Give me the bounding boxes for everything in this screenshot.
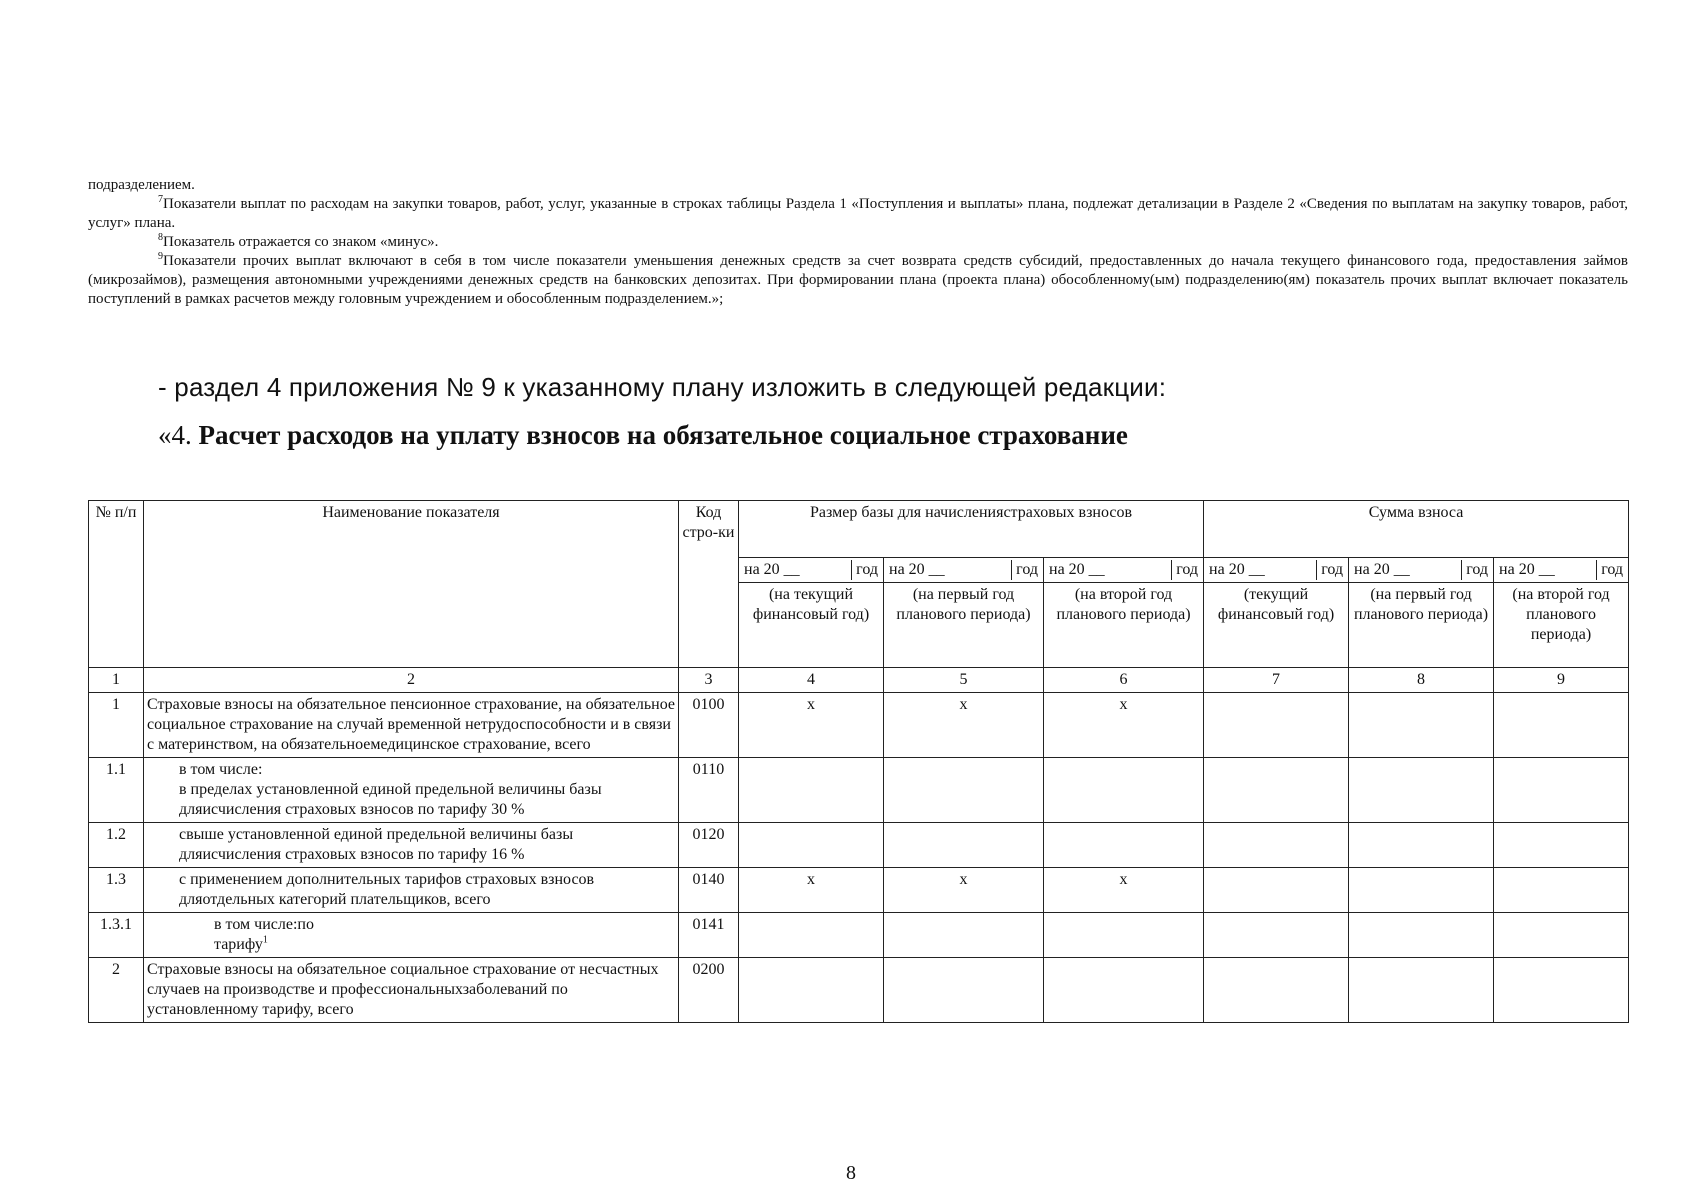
year-suffix: год — [1461, 560, 1488, 580]
footnote-mark: 8 — [158, 232, 163, 243]
value-cell — [1494, 868, 1629, 913]
footnote-text: Показатели выплат по расходам на закупки товаров, работ, услуг, указанные в строках таблицы Раздела 1 «Поступления и выплаты» плана, подлежат детализации в Разделе 2 «Сведения по выплатам на закупку товаров, работ, услуг» плана. — [88, 196, 1628, 231]
footnote-mark: 9 — [158, 251, 163, 262]
column-number: 3 — [679, 668, 739, 693]
value-cell — [1349, 913, 1494, 958]
value-cell — [1494, 823, 1629, 868]
table-row — [89, 758, 1629, 823]
header-code: Код стро-ки — [679, 501, 739, 668]
column-number: 1 — [89, 668, 144, 693]
footnote-7 — [88, 195, 1628, 233]
value-cell — [1494, 913, 1629, 958]
row-code: 0110 — [679, 758, 739, 823]
column-number: 5 — [884, 668, 1044, 693]
row-num: 1 — [89, 693, 144, 758]
value-cell — [1494, 758, 1629, 823]
year-cell — [1494, 558, 1629, 583]
page-number: 8 — [846, 1162, 856, 1184]
footnote-mark: 7 — [158, 194, 163, 205]
table-row — [89, 693, 1629, 758]
table-row — [89, 913, 1629, 958]
value-cell — [1204, 868, 1349, 913]
column-number: 9 — [1494, 668, 1629, 693]
period-label: (на второй год планового периода) — [1044, 583, 1204, 668]
row-code: 0200 — [679, 958, 739, 1023]
amendment-instruction: - раздел 4 приложения № 9 к указанному плану изложить в следующей редакции: — [158, 372, 1167, 402]
value-cell — [1349, 823, 1494, 868]
footnote-mark: 1 — [262, 934, 268, 946]
year-suffix: год — [1316, 560, 1343, 580]
value-cell: x — [884, 868, 1044, 913]
value-cell — [1204, 958, 1349, 1023]
row-num: 2 — [89, 958, 144, 1023]
row-name-line: в том числе:по — [214, 916, 314, 933]
table-row — [89, 823, 1629, 868]
year-prefix: на 20 __ — [744, 561, 800, 578]
row-num: 1.3.1 — [89, 913, 144, 958]
year-prefix: на 20 __ — [889, 561, 945, 578]
value-cell — [1204, 693, 1349, 758]
value-cell — [1204, 823, 1349, 868]
year-cell — [1349, 558, 1494, 583]
value-cell — [1494, 958, 1629, 1023]
value-cell — [1044, 823, 1204, 868]
header-row-1 — [89, 501, 1629, 558]
row-name-text: тарифу — [214, 936, 263, 953]
year-suffix: год — [851, 560, 878, 580]
column-number: 2 — [144, 668, 679, 693]
value-cell — [884, 958, 1044, 1023]
footnote-9 — [88, 252, 1628, 309]
row-name: Страховые взносы на обязательное социальное страхование от несчастных случаев на производстве и профессиональныхзаболеваний по установленному тарифу, всего — [144, 958, 679, 1023]
year-suffix: год — [1011, 560, 1038, 580]
year-prefix: на 20 __ — [1499, 561, 1555, 578]
row-name: с применением дополнительных тарифов страховых взносов дляотдельных категорий плательщиков, всего — [144, 868, 679, 913]
year-suffix: год — [1596, 560, 1623, 580]
contributions-table — [88, 500, 1629, 1023]
row-num: 1.3 — [89, 868, 144, 913]
table-row — [89, 958, 1629, 1023]
value-cell — [739, 913, 884, 958]
row-name — [144, 758, 679, 823]
year-prefix: на 20 __ — [1209, 561, 1265, 578]
period-label: (на текущий финансовый год) — [739, 583, 884, 668]
section-title-text: Расчет расходов на уплату взносов на обязательное социальное страхование — [198, 420, 1128, 450]
section-title — [158, 420, 1128, 451]
value-cell — [1044, 913, 1204, 958]
row-code: 0141 — [679, 913, 739, 958]
value-cell — [1204, 913, 1349, 958]
row-num: 1.2 — [89, 823, 144, 868]
value-cell: x — [739, 868, 884, 913]
row-num: 1.1 — [89, 758, 144, 823]
table-row — [89, 868, 1629, 913]
period-label: (на первый год планового периода) — [884, 583, 1044, 668]
value-cell — [1044, 758, 1204, 823]
period-label: (текущий финансовый год) — [1204, 583, 1349, 668]
value-cell — [1349, 693, 1494, 758]
column-number: 8 — [1349, 668, 1494, 693]
value-cell — [1349, 958, 1494, 1023]
footnote-8 — [88, 233, 1628, 252]
column-number: 4 — [739, 668, 884, 693]
period-label: (на первый год планового периода) — [1349, 583, 1494, 668]
year-cell — [884, 558, 1044, 583]
value-cell — [1349, 868, 1494, 913]
year-prefix: на 20 __ — [1354, 561, 1410, 578]
column-numbers-row — [89, 668, 1629, 693]
footnotes — [88, 176, 1628, 309]
section-number: «4. — [158, 420, 192, 450]
value-cell: x — [1044, 693, 1204, 758]
column-number: 6 — [1044, 668, 1204, 693]
value-cell — [884, 913, 1044, 958]
header-num: № п/п — [89, 501, 144, 668]
year-cell — [1204, 558, 1349, 583]
value-cell — [1044, 958, 1204, 1023]
value-cell: x — [884, 693, 1044, 758]
year-prefix: на 20 __ — [1049, 561, 1105, 578]
row-name — [144, 913, 679, 958]
value-cell — [1349, 758, 1494, 823]
header-base-group: Размер базы для начислениястраховых взносов — [739, 501, 1204, 558]
year-cell — [739, 558, 884, 583]
value-cell — [884, 823, 1044, 868]
row-name: Страховые взносы на обязательное пенсионное страхование, на обязательное социальное страхование на случай временной нетрудоспособности и в связи с материнством, на обязательноемедицинское страхование, всего — [144, 693, 679, 758]
value-cell — [884, 758, 1044, 823]
value-cell — [1204, 758, 1349, 823]
footnote-continuation: подразделением. — [88, 177, 195, 193]
row-name: свыше установленной единой предельной величины базы дляисчисления страховых взносов по тарифу 16 % — [144, 823, 679, 868]
period-label: (на второй год планового периода) — [1494, 583, 1629, 668]
header-name: Наименование показателя — [144, 501, 679, 668]
row-code: 0140 — [679, 868, 739, 913]
row-name-line — [214, 935, 675, 955]
value-cell — [739, 758, 884, 823]
value-cell — [739, 958, 884, 1023]
value-cell — [1494, 693, 1629, 758]
year-cell — [1044, 558, 1204, 583]
value-cell: x — [1044, 868, 1204, 913]
value-cell: x — [739, 693, 884, 758]
year-suffix: год — [1171, 560, 1198, 580]
header-sum-group: Сумма взноса — [1204, 501, 1629, 558]
value-cell — [739, 823, 884, 868]
row-code: 0120 — [679, 823, 739, 868]
row-name-line: в пределах установленной единой предельной величины базы дляисчисления страховых взносов по тарифу 30 % — [179, 781, 602, 818]
row-name-line: в том числе: — [179, 761, 263, 778]
footnote-text: Показатели прочих выплат включают в себя в том числе показатели уменьшения денежных средств за счет возврата средств субсидий, предоставленных до начала текущего финансового года, предоставления займов (микрозаймов), размещения автономными учреждениями денежных средств на банковских депозитах. При формировании плана (проекта плана) обособленному(ым) подразделению(ям) показатель прочих выплат включает показатель поступлений в рамках расчетов между головным учреждением и обособленным подразделением.»; — [88, 253, 1628, 307]
row-code: 0100 — [679, 693, 739, 758]
column-number: 7 — [1204, 668, 1349, 693]
footnote-text: Показатель отражается со знаком «минус». — [163, 234, 439, 250]
